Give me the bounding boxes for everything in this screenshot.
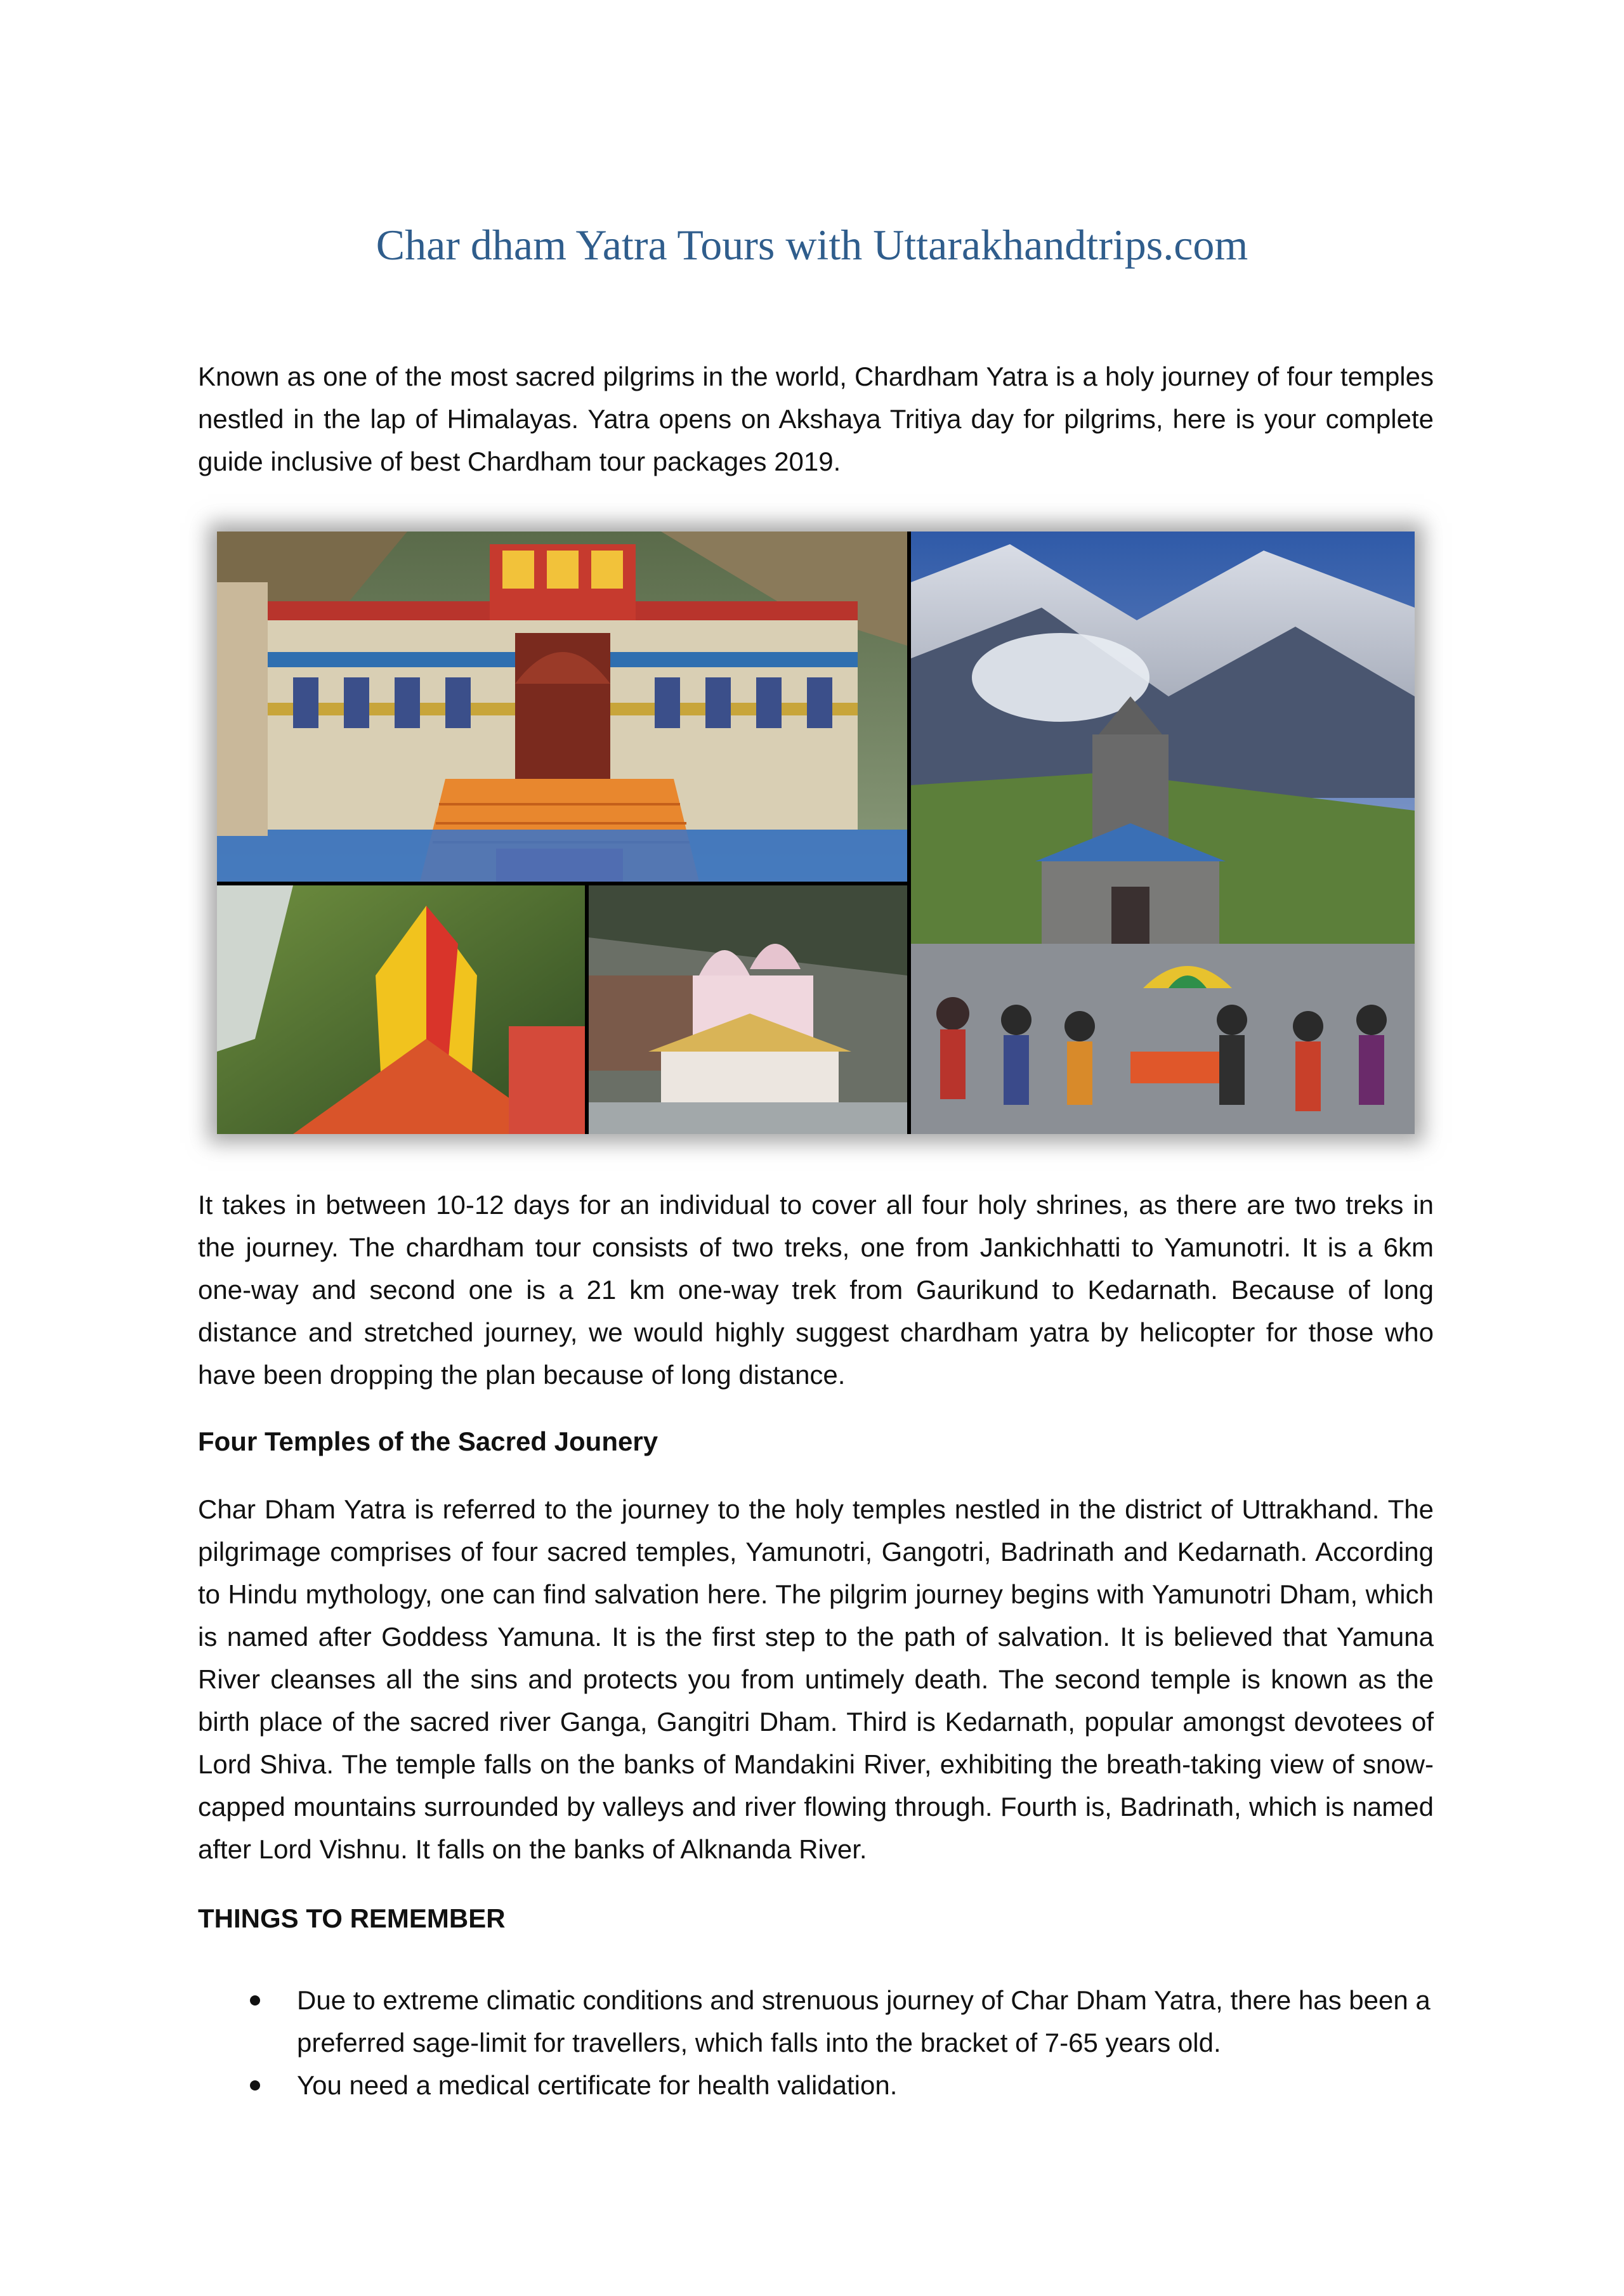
- remember-list: [198, 1979, 1434, 2106]
- list-item-text: You need a medical certificate for health validation.: [297, 2070, 898, 2100]
- temples-collage-image: [217, 532, 1415, 1134]
- intro-paragraph: Known as one of the most sacred pilgrims in the world, Chardham Yatra is a holy journey of four temples nestled in the lap of Himalayas. Yatra opens on Akshaya Tritiya day for pilgrims, here is your complete guide inclusive of best Chardham tour packages 2019.: [198, 362, 1434, 476]
- badrinath-photo: [217, 532, 907, 882]
- bullet-icon: [250, 2080, 260, 2091]
- journey-paragraph: It takes in between 10-12 days for an individual to cover all four holy shrines, as there are two treks in the journey. The chardham tour consists of two treks, one from Jankichhatti to Yamunotri. It is a 6km one-way and second one is a 21 km one-way trek from Gaurikund to Kedarnath. Because of long distance and stretched journey, we would highly suggest chardham yatra by helicopter for those who have been dropping the plan because of long distance.: [198, 1190, 1434, 1390]
- yamunotri-photo: [217, 885, 585, 1134]
- page-title: Char dham Yatra Tours with Uttarakhandtrips.com: [376, 221, 1248, 269]
- bullet-icon: [250, 1995, 260, 2006]
- list-item: [198, 1979, 1434, 2064]
- list-item: [198, 2064, 1434, 2106]
- kedarnath-photo: [911, 532, 1415, 1134]
- remember-heading: THINGS TO REMEMBER: [198, 1903, 506, 1933]
- temples-heading: Four Temples of the Sacred Jounery: [198, 1426, 658, 1456]
- list-item-text: Due to extreme climatic conditions and strenuous journey of Char Dham Yatra, there has been a preferred sage-limit for travellers, which falls into the bracket of 7-65 years old.: [297, 1985, 1431, 2058]
- gangotri-photo: [589, 885, 907, 1134]
- temples-paragraph: Char Dham Yatra is referred to the journey to the holy temples nestled in the district of Uttrakhand. The pilgrimage comprises of four sacred temples, Yamunotri, Gangotri, Badrinath and Kedarnath. According to Hindu mythology, one can find salvation here. The pilgrim journey begins with Yamunotri Dham, which is named after Goddess Yamuna. It is the first step to the path of salvation. It is believed that Yamuna River cleanses all the sins and protects you from untimely death. The second temple is known as the birth place of the sacred river Ganga, Gangitri Dham. Third is Kedarnath, popular amongst devotees of Lord Shiva. The temple falls on the banks of Mandakini River, exhibiting the breath-taking view of snow-capped mountains surrounded by valleys and river flowing through. Fourth is, Badrinath, which is named after Lord Vishnu. It falls on the banks of Alknanda River.: [198, 1494, 1434, 1864]
